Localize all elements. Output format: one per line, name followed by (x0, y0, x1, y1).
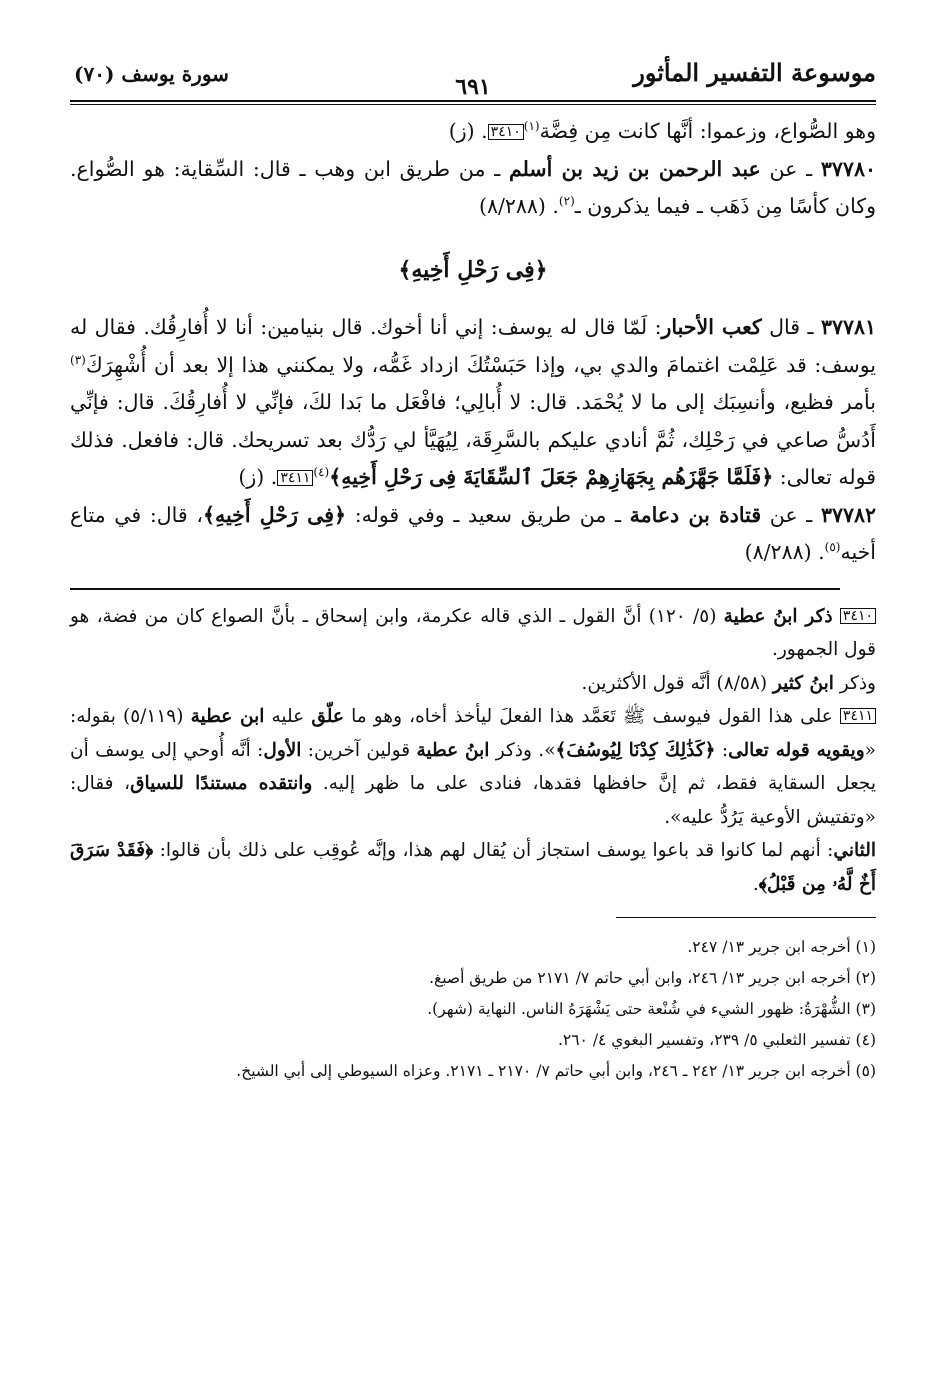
paragraph-4 (70, 497, 876, 572)
footnote-marker: (١) (523, 119, 540, 134)
text: . (٨/٢٨٨) (478, 194, 559, 218)
bold-phrase: وانتقده مستندًا للسياق (130, 773, 313, 794)
text: ـ عن (760, 156, 821, 181)
header-rule-thin (70, 104, 876, 105)
text: ـ عن (761, 502, 821, 527)
comment-3411-b (70, 834, 876, 901)
comments-separator (70, 588, 840, 590)
narrator-name: عبد الرحمن بن زيد بن أسلم (508, 156, 761, 181)
text: قولين آخرين: (301, 739, 417, 761)
text: : (715, 739, 729, 761)
verse-heading: ﴿فِى رَحْلِ أَخِيهِ﴾ (398, 256, 548, 283)
bold-phrase: ويقويه قوله تعالى (728, 739, 865, 761)
quran-quote: ﴿فَقَدْ سَرَقَ أَخٌ لَّهُۥ مِن قَبْلُ﴾ (70, 840, 876, 895)
commentary-section (70, 600, 876, 902)
comment-ref-box: ٣٤١١ (840, 708, 876, 724)
report-number: ٣٧٧٨٢ (820, 502, 876, 527)
footnotes (70, 932, 876, 1087)
text: ، فقال: «وتفتيش الأوعية يَرُدُّ عليه». (70, 773, 876, 828)
footnote-marker: (٢) (558, 194, 575, 209)
comment-3411 (70, 700, 876, 834)
text: . (ز) (448, 119, 488, 143)
text: ». وذكر (489, 739, 556, 761)
scholar-name: ابن عطية (190, 706, 265, 727)
narrator-name: كعب الأحبار (661, 315, 762, 339)
text: ـ من طريق سعيد ـ وفي قوله: (346, 502, 630, 527)
quran-quote: ﴿فِى رَحْلِ أَخِيهِ﴾ (202, 502, 347, 527)
report-number: ٣٧٧٨١ (820, 315, 877, 339)
text: ـ قال (761, 315, 821, 339)
comment-ref-box: ٣٤١٠ (840, 608, 876, 624)
footnotes-separator (616, 917, 876, 918)
footnote-4: (٤) تفسير الثعلبي ٥/ ٢٣٩، وتفسير البغوي ٤/ ٢٦٠. (557, 1031, 876, 1049)
comment-3410 (70, 600, 876, 667)
text: وهو الصُّواع، وزعموا: أنَّها كانت مِن فِضَّة (539, 119, 876, 143)
report-number: ٣٧٧٨٠ (820, 156, 876, 181)
text: : أنهم لما كانوا قد باعوا يوسف استجاز أن يُقال لهم هذا، وإنَّه عُوقِب على ذلك بأن قالوا: (153, 840, 834, 861)
scholar-name: ذكر ابنُ عطية (723, 605, 833, 627)
text: وذكر (833, 672, 876, 694)
text: (٥/ ١٢٠) أنَّ القول ـ الذي قاله عكرمة، وابن إسحاق ـ بأنَّ الصواع كان من فضة، هو قول الجمهور. (70, 605, 876, 660)
text: بأمر فظيع، وأنسِبَك إلى ما لا يُحْمَد. قال: لا أُبالِي؛ فافْعَل ما بَدا لكَ، فإنِّي لا أُفارِقُكَ. قال: فإنِّي أَدُسُّ صاعي في رَحْلِك، ثُمَّ أنادي عليكم بالسَّرِقَة، لِيُهَيَّأ لي رَدُّك بعد تسريحك. قال: فافعل. فذلك قوله تعالى: (70, 390, 876, 489)
paragraph-2 (70, 151, 876, 226)
paragraph-1 (70, 113, 876, 151)
footnote-marker: (٤) (313, 465, 330, 480)
quran-quote: ﴿كَذَٰلِكَ كِدْنَا لِيُوسُفَ﴾ (555, 739, 716, 761)
surah-label: سورة يوسف (٧٠) (74, 62, 229, 86)
footnote-3: (٣) الشُّهْرَةُ: ظهور الشيء في شُنْعة حتى يَشْهَرَهُ الناس. النهاية (شهر). (427, 1000, 876, 1018)
text: . (ز) (238, 465, 278, 489)
quran-quote: ﴿فَلَمَّا جَهَّزَهُم بِجَهَازِهِمْ جَعَلَ ٱلسِّقَايَةَ فِى رَحْلِ أَخِيهِ﴾ (329, 465, 774, 489)
comment-3410-b (70, 667, 876, 701)
text: على هذا القول فيوسف ﷺ تَعَمَّد هذا الفعلَ ليأخذ أخاه، وهو ما (343, 706, 840, 727)
comment-ref-box: ٣٤١٠ (488, 124, 524, 140)
scholar-name: ابنُ كثير (772, 672, 834, 694)
narrator-name: قتادة بن دعامة (629, 502, 762, 527)
running-header (70, 58, 876, 100)
footnote-marker: (٣) (70, 352, 86, 367)
header-rule (70, 100, 876, 102)
footnote-marker: (٥) (824, 540, 841, 555)
text: : أنَّه أُوحي إلى يوسف أن يجعل السقاية فقط، ثم إنَّ حافظها فقدها، فنادى على ما ظهر إليه. (70, 739, 877, 794)
footnote-1: (١) أخرجه ابن جرير ١٣/ ٢٤٧. (687, 938, 876, 956)
comment-ref-box: ٣٤١١ (277, 470, 313, 486)
page (70, 58, 876, 1087)
text: (٨/٥٨) أنَّه قول الأكثرين. (581, 672, 773, 694)
text: ـ من طريق ابن وهب ـ قال: السِّقاية: هو الصُّواع. وكان كأسًا مِن ذَهَب ـ فيما يذكرون ـ (70, 156, 876, 218)
page-number-wrap (70, 74, 876, 100)
text: : لَمّا قال له يوسف: إني أنا أخوك. قال بنيامين: أنا لا أُفارِقُك. فقال له يوسف: قد عَلِمْت اغتمامَ والدي بي، وإذا حَبَسْتُكَ ازداد غَمُّه، ولا يمكنني هذا إلا بعد أن أُشْهِرَكَ (70, 315, 876, 377)
text: . (٨/٢٨٨) (744, 540, 825, 564)
text: (٥/١١٩) بقوله: « (70, 706, 876, 761)
scholar-name: ابنُ عطية (416, 739, 490, 761)
bold-word: علّق (311, 706, 344, 727)
paragraph-3 (70, 309, 876, 497)
page-number: ٦٩١ (447, 74, 498, 100)
text: . (752, 873, 759, 895)
bold-word: الثاني (833, 840, 876, 861)
bold-word: الأول (263, 739, 302, 761)
book-title: موسوعة التفسير المأثور (633, 58, 876, 87)
text: عليه (264, 706, 312, 727)
footnote-2: (٢) أخرجه ابن جرير ١٣/ ٢٤٦، وابن أبي حاتم ٧/ ٢١٧١ من طريق أصبغ. (429, 969, 876, 987)
text: ، قال: في متاع أخيه (70, 502, 876, 564)
footnote-5: (٥) أخرجه ابن جرير ١٣/ ٢٤٢ ـ ٢٤٦، وابن أبي حاتم ٧/ ٢١٧٠ ـ ٢١٧١. وعزاه السيوطي إلى أبي الشيخ. (236, 1062, 876, 1080)
main-text (70, 113, 876, 572)
